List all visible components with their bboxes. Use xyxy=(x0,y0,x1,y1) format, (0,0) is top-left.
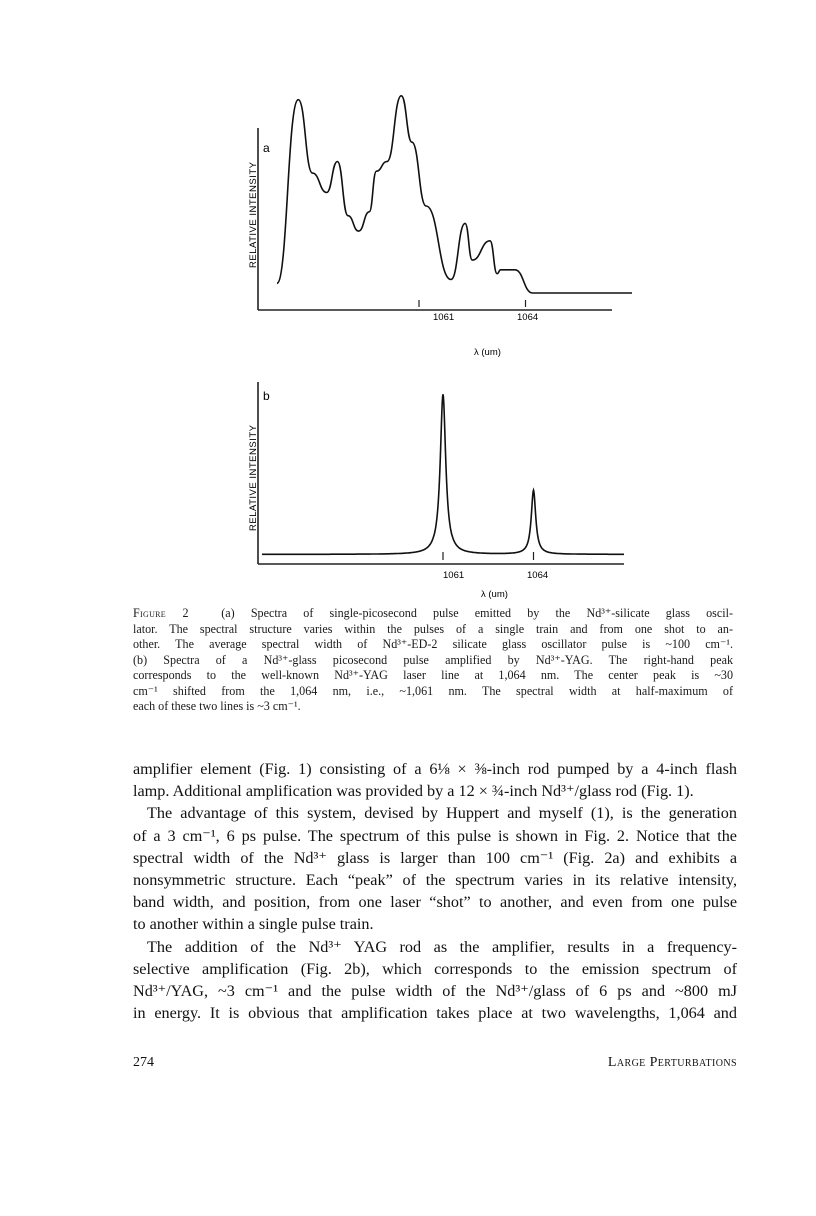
caption-line: each of these two lines is ~3 cm⁻¹. xyxy=(133,699,301,713)
panel-a-spectrum-line xyxy=(277,96,632,293)
body-line: The addition of the Nd³⁺ YAG rod as the amplifier, results in a frequency- xyxy=(147,937,737,956)
body-line: nonsymmetric structure. Each “peak” of the spectrum varies in its relative intensity, xyxy=(133,871,737,890)
caption-line: cm⁻¹ shifted from the 1,064 nm, i.e., ~1,061 nm. The spectral width at half-maximum of xyxy=(133,683,733,698)
panel-a-tick-label-1061: 1061 xyxy=(433,312,455,323)
body-line: Nd³⁺/YAG, ~3 cm⁻¹ and the pulse width of the Nd³⁺/glass of 6 ps and ~800 mJ xyxy=(133,982,737,1001)
figure-caption xyxy=(133,606,733,715)
body-line: selective amplification (Fig. 2b), which corresponds to the emission spectrum of xyxy=(133,959,737,978)
panel-b-tick-label-1064: 1064 xyxy=(527,570,549,581)
caption-line: (b) Spectra of a Nd³⁺-glass picosecond pulse amplified by Nd³⁺-YAG. The right-hand peak xyxy=(133,652,733,667)
body-text xyxy=(133,758,737,1024)
body-line: spectral width of the Nd³⁺ glass is larger than 100 cm⁻¹ (Fig. 2a) and exhibits a xyxy=(133,848,737,867)
panel-a-label: a xyxy=(263,141,270,155)
figure-2 xyxy=(0,0,816,600)
page-number: 274 xyxy=(133,1055,154,1070)
page-footer xyxy=(133,1055,737,1071)
body-line: band width, and position, from one laser “shot” to another, and even from one pulse xyxy=(133,893,737,912)
caption-figure-label: Figure 2 xyxy=(133,606,189,620)
caption-line: lator. The spectral structure varies within the pulses of a single train and from one shot to an- xyxy=(133,621,733,636)
panel-b-label: b xyxy=(263,389,270,403)
panel-a-tick-label-1064: 1064 xyxy=(517,312,539,323)
body-line: amplifier element (Fig. 1) consisting of a 6⅛ × ⅜-inch rod pumped by a 4-inch flash xyxy=(133,760,737,778)
caption-line-1-text: (a) Spectra of single-picosecond pulse emitted by the Nd³⁺-silicate glass oscil- xyxy=(221,606,734,620)
caption-line: other. The average spectral width of Nd³⁺-ED-2 silicate glass oscillator pulse is ~100 cm⁻¹. xyxy=(133,637,733,651)
body-line: lamp. Additional amplification was provided by a 12 × ¾-inch Nd³⁺/glass rod (Fig. 1). xyxy=(133,782,694,801)
panel-b-tick-label-1061: 1061 xyxy=(443,570,465,581)
body-line: to another within a single pulse train. xyxy=(133,915,374,934)
panel-b-ylabel: RELATIVE INTENSITY xyxy=(248,424,259,531)
body-line: in energy. It is obvious that amplification takes place at two wavelengths, 1,064 and xyxy=(133,1004,737,1023)
running-title: Large Perturbations xyxy=(607,1055,737,1070)
panel-a xyxy=(248,96,632,358)
body-line: The advantage of this system, devised by Huppert and myself (1), is the generation xyxy=(147,804,737,823)
figure-2-svg xyxy=(0,0,816,600)
panel-b-xlabel: λ (um) xyxy=(481,589,508,600)
panel-b-spectrum-line xyxy=(262,394,624,554)
caption-line: corresponds to the well-known Nd³⁺-YAG laser line at 1,064 nm. The center peak is ~30 xyxy=(133,668,733,682)
panel-a-ylabel: RELATIVE INTENSITY xyxy=(248,161,259,268)
panel-a-xlabel: λ (um) xyxy=(474,347,501,358)
panel-b xyxy=(248,382,624,600)
caption-line xyxy=(133,606,733,622)
body-line: of a 3 cm⁻¹, 6 ps pulse. The spectrum of this pulse is shown in Fig. 2. Notice that the xyxy=(133,826,737,845)
